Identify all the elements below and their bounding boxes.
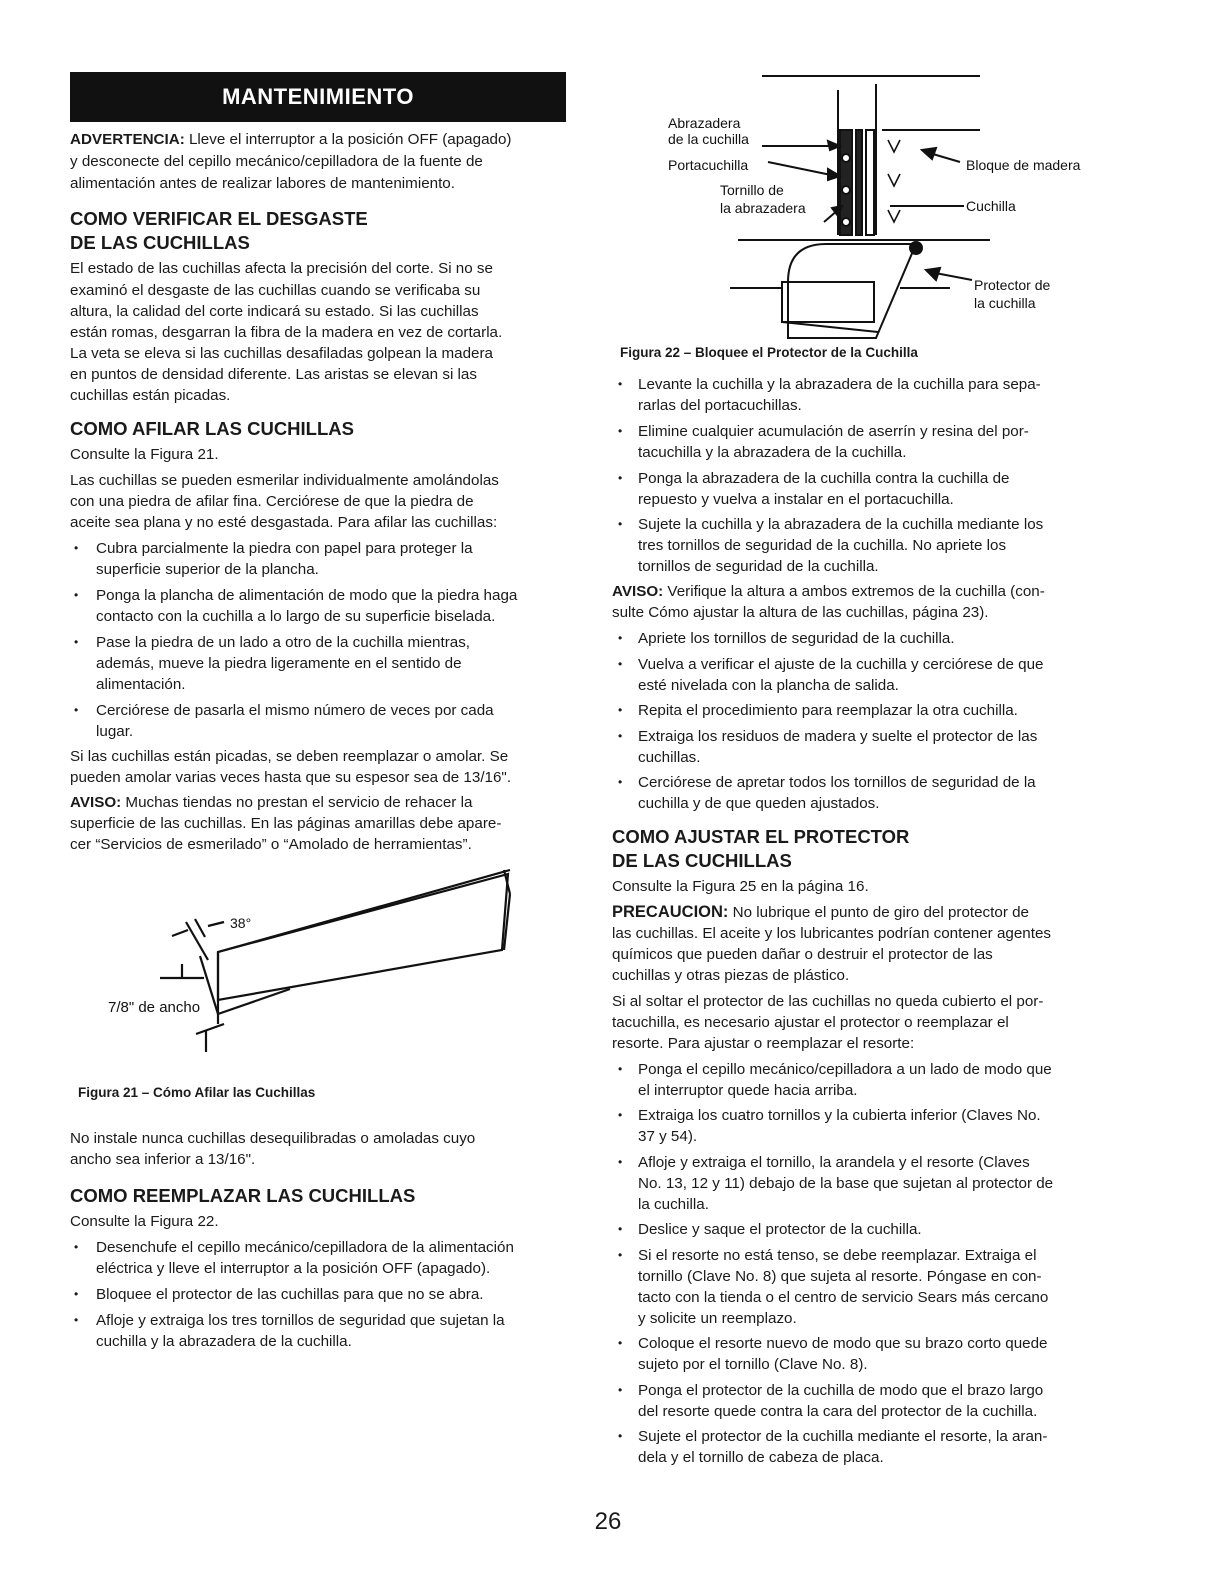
sharpen-ref: Consulte la Figura 21. [70, 446, 219, 463]
warning-label: ADVERTENCIA: [70, 131, 185, 148]
bullet-text: cuchillas. [638, 749, 701, 766]
bullet-text: Ponga el cepillo mecánico/cepilladora a un lado de modo que [638, 1061, 1052, 1078]
bullet: • [618, 1062, 623, 1076]
bullet: • [618, 1155, 623, 1169]
bullet: • [618, 775, 623, 789]
bullet-text: eléctrica y lleve el interruptor a la posición OFF (apagado). [96, 1260, 491, 1277]
figure-22-caption: Figura 22 – Bloquee el Protector de la Cuchilla [620, 345, 918, 360]
never-line: No instale nunca cuchillas desequilibradas o amoladas cuyo [70, 1130, 476, 1147]
bullet-text: Vuelva a verificar el ajuste de la cuchilla y cerciórese de que [638, 656, 1044, 673]
bullet: • [618, 703, 623, 717]
bullet: • [74, 588, 79, 602]
bullet-text: Ponga la abrazadera de la cuchilla contra la cuchilla de [638, 470, 1010, 487]
figure-21-caption: Figura 21 – Cómo Afilar las Cuchillas [78, 1085, 316, 1100]
verify-line: están romas, desgarran la fibra de la madera en vez de cortarla. [70, 324, 503, 341]
bullet-text: Coloque el resorte nuevo de modo que su brazo corto quede [638, 1335, 1048, 1352]
bullet: • [618, 657, 623, 671]
verify-line: La veta se eleva si las cuchillas desafiladas golpean la madera [70, 345, 493, 362]
bullet-text: tacto con la tienda o el centro de servicio Sears más cercano [638, 1289, 1049, 1306]
aviso-line: superficie de las cuchillas. En las páginas amarillas debe apare- [70, 815, 502, 832]
precaucion-line: las cuchillas. El aceite y los lubricantes podrían contener agentes [612, 925, 1051, 942]
bullet-text: cuchilla y la abrazadera de la cuchilla. [96, 1333, 352, 1350]
heading-sharpen: COMO AFILAR LAS CUCHILLAS [70, 418, 354, 439]
bullet-text: dela y el tornillo de cabeza de placa. [638, 1449, 884, 1466]
bullet: • [74, 1287, 79, 1301]
bullet-text: lugar. [96, 723, 134, 740]
bullet-text: Extraiga los cuatro tornillos y la cubierta inferior (Claves No. [638, 1107, 1041, 1124]
sharpen-line: Las cuchillas se pueden esmerilar individualmente amolándolas [70, 472, 499, 489]
angle-label: 38° [230, 915, 252, 931]
bullet-text: No. 13, 12 y 11) debajo de la base que sujetan al protector de [638, 1175, 1054, 1192]
bullet-text: Repita el procedimiento para reemplazar la otra cuchilla. [638, 702, 1018, 719]
bullet: • [618, 471, 623, 485]
aviso-label: AVISO: [70, 794, 122, 811]
label-portacuchilla: Portacuchilla [668, 157, 749, 173]
bullet-text: superficie superior de la plancha. [96, 561, 319, 578]
bullet-text: además, mueve la piedra ligeramente en el sentido de [96, 655, 462, 672]
precaucion-line: químicos que pueden dañar o destruir el protector de las [612, 946, 993, 963]
sharpen-p2-line: Si las cuchillas están picadas, se deben reemplazar o amolar. Se [70, 748, 509, 765]
guard-p-line: resorte. Para ajustar o reemplazar el resorte: [612, 1035, 915, 1052]
heading-verify-1: COMO VERIFICAR EL DESGASTE [70, 208, 368, 229]
bullet-text: Elimine cualquier acumulación de aserrín y resina del por- [638, 423, 1029, 440]
bullet-text: Si el resorte no está tenso, se debe reemplazar. Extraiga el [638, 1247, 1037, 1264]
verify-line: cuchillas están picadas. [70, 387, 231, 404]
label-cuchilla: Cuchilla [966, 198, 1016, 214]
bullet-text: Cerciórese de pasarla el mismo número de veces por cada [96, 702, 494, 719]
verify-line: en puntos de densidad diferente. Las aristas se elevan si las [70, 366, 477, 383]
heading-verify-2: DE LAS CUCHILLAS [70, 232, 250, 253]
label-tornillo-1: Tornillo de [720, 182, 784, 198]
sharpen-line: con una piedra de afilar fina. Cerciórese de que la piedra de [70, 493, 474, 510]
bullet-text: del resorte quede contra la cara del protector de la cuchilla. [638, 1403, 1038, 1420]
bullet: • [618, 631, 623, 645]
bullet-text: cuchilla y de que queden ajustados. [638, 795, 880, 812]
bullet-text: repuesto y vuelva a instalar en el portacuchilla. [638, 491, 954, 508]
bullet-text: Sujete la cuchilla y la abrazadera de la cuchilla mediante los [638, 516, 1044, 533]
bullet-text: Cubra parcialmente la piedra con papel para proteger la [96, 540, 473, 557]
label-protector-1: Protector de [974, 277, 1051, 293]
bullet-text: el interruptor quede hacia arriba. [638, 1082, 858, 1099]
page-number: 26 [594, 1508, 622, 1535]
sharpen-p2-line: pueden amolar varias veces hasta que su espesor sea de 13/16". [70, 769, 512, 786]
bullet-text: alimentación. [96, 676, 186, 693]
replace-ref: Consulte la Figura 22. [70, 1213, 219, 1230]
bullet-text: tres tornillos de seguridad de la cuchilla. No apriete los [638, 537, 1007, 554]
guard-ref: Consulte la Figura 25 en la página 16. [612, 878, 869, 895]
bullet: • [618, 1108, 623, 1122]
aviso-line: cer “Servicios de esmerilado” o “Amolado de herramientas”. [70, 836, 472, 853]
bullet-text: Afloje y extraiga el tornillo, la arandela y el resorte (Claves [638, 1154, 1030, 1171]
bullet: • [74, 703, 79, 717]
warning-text: Lleve el interruptor a la posición OFF (apagado) [184, 131, 512, 148]
label-protector-2: la cuchilla [974, 295, 1036, 311]
bullet: • [618, 424, 623, 438]
bullet-text: tacuchilla y la abrazadera de la cuchilla. [638, 444, 907, 461]
bullet-text: tornillo (Clave No. 8) que sujeta al resorte. Póngase en con- [638, 1268, 1042, 1285]
bullet-text: y solicite un reemplazo. [638, 1310, 797, 1327]
figure-21 [100, 864, 560, 1074]
blade-sharpening-diagram [100, 864, 560, 1074]
bullet-text: Extraiga los residuos de madera y suelte el protector de las [638, 728, 1038, 745]
verify-line: altura, la calidad del corte indicará su estado. Si las cuchillas [70, 303, 479, 320]
guard-p-line: Si al soltar el protector de las cuchillas no queda cubierto el por- [612, 993, 1044, 1010]
warning-line-2: y desconecte del cepillo mecánico/cepilladora de la fuente de [70, 153, 483, 170]
bullet-text: Sujete el protector de la cuchilla mediante el resorte, la aran- [638, 1428, 1048, 1445]
bullet: • [618, 1429, 623, 1443]
precaucion-label: PRECAUCION: [612, 903, 729, 921]
bullet-text: tornillos de seguridad de la cuchilla. [638, 558, 879, 575]
bullet: • [618, 1383, 623, 1397]
label-tornillo-2: la abrazadera [720, 200, 806, 216]
label-abrazadera-2: de la cuchilla [668, 131, 749, 147]
aviso2-label: AVISO: [612, 583, 664, 600]
bullet: • [618, 517, 623, 531]
bullet: • [618, 1336, 623, 1350]
bullet-text: Ponga la plancha de alimentación de modo que la piedra haga [96, 587, 518, 604]
verify-line: El estado de las cuchillas afecta la precisión del corte. Si no se [70, 260, 493, 277]
bullet-text: Pase la piedra de un lado a otro de la cuchilla mientras, [96, 634, 471, 651]
warning-line-3: alimentación antes de realizar labores de mantenimiento. [70, 175, 455, 192]
label-abrazadera-1: Abrazadera [668, 115, 741, 131]
bullet-text: esté nivelada con la plancha de salida. [638, 677, 899, 694]
heading-guard-2: DE LAS CUCHILLAS [612, 850, 792, 871]
bullet-text: sujeto por el tornillo (Clave No. 8). [638, 1356, 868, 1373]
heading-replace: COMO REEMPLAZAR LAS CUCHILLAS [70, 1185, 416, 1206]
label-bloque: Bloque de madera [966, 157, 1081, 173]
bullet-text: Cerciórese de apretar todos los tornillos de seguridad de la [638, 774, 1036, 791]
bullet: • [618, 1248, 623, 1262]
bullet-text: Desenchufe el cepillo mecánico/cepilladora de la alimentación [96, 1239, 514, 1256]
warning-line-1 [70, 129, 511, 150]
bullet-text: Afloje y extraiga los tres tornillos de seguridad que sujetan la [96, 1312, 505, 1329]
precaucion-line-1 [612, 902, 1029, 923]
bullet: • [74, 635, 79, 649]
bullet-text: Ponga el protector de la cuchilla de modo que el brazo largo [638, 1382, 1044, 1399]
bullet-text: Apriete los tornillos de seguridad de la cuchilla. [638, 630, 955, 647]
bullet-text: Levante la cuchilla y la abrazadera de la cuchilla para sepa- [638, 376, 1041, 393]
bullet: • [618, 1222, 623, 1236]
aviso2-line: sulte Cómo ajustar la altura de las cuchillas, página 23). [612, 604, 989, 621]
figure-22 [660, 70, 1100, 340]
aviso2-text: Verifique la altura a ambos extremos de la cuchilla (con- [663, 583, 1045, 600]
bullet: • [74, 541, 79, 555]
never-line: ancho sea inferior a 13/16". [70, 1151, 256, 1168]
bullet-text: 37 y 54). [638, 1128, 698, 1145]
bullet: • [74, 1240, 79, 1254]
width-label: 7/8" de ancho [108, 999, 201, 1016]
heading-guard-1: COMO AJUSTAR EL PROTECTOR [612, 826, 910, 847]
sharpen-line: aceite sea plana y no esté desgastada. Para afilar las cuchillas: [70, 514, 498, 531]
bullet-text: la cuchilla. [638, 1196, 709, 1213]
bullet-text: Deslice y saque el protector de la cuchilla. [638, 1221, 922, 1238]
bullet: • [618, 729, 623, 743]
bullet: • [74, 1313, 79, 1327]
verify-line: examinó el desgaste de las cuchillas cuando se verificaba su [70, 282, 481, 299]
blade-guard-diagram [660, 70, 1100, 340]
bullet: • [618, 377, 623, 391]
bullet-text: contacto con la cuchilla a lo largo de su superficie biselada. [96, 608, 496, 625]
aviso-text: Muchas tiendas no prestan el servicio de rehacer la [121, 794, 473, 811]
section-header: MANTENIMIENTO [70, 72, 566, 122]
guard-p-line: tacuchilla, es necesario ajustar el protector o reemplazar el [612, 1014, 1009, 1031]
aviso2-line-1 [612, 581, 1045, 602]
bullet-text: rarlas del portacuchillas. [638, 397, 802, 414]
precaucion-text: No lubrique el punto de giro del protector de [728, 904, 1029, 921]
aviso-line-1 [70, 792, 472, 813]
precaucion-line: cuchillas y otras piezas de plástico. [612, 967, 850, 984]
bullet-text: Bloquee el protector de las cuchillas para que no se abra. [96, 1286, 484, 1303]
